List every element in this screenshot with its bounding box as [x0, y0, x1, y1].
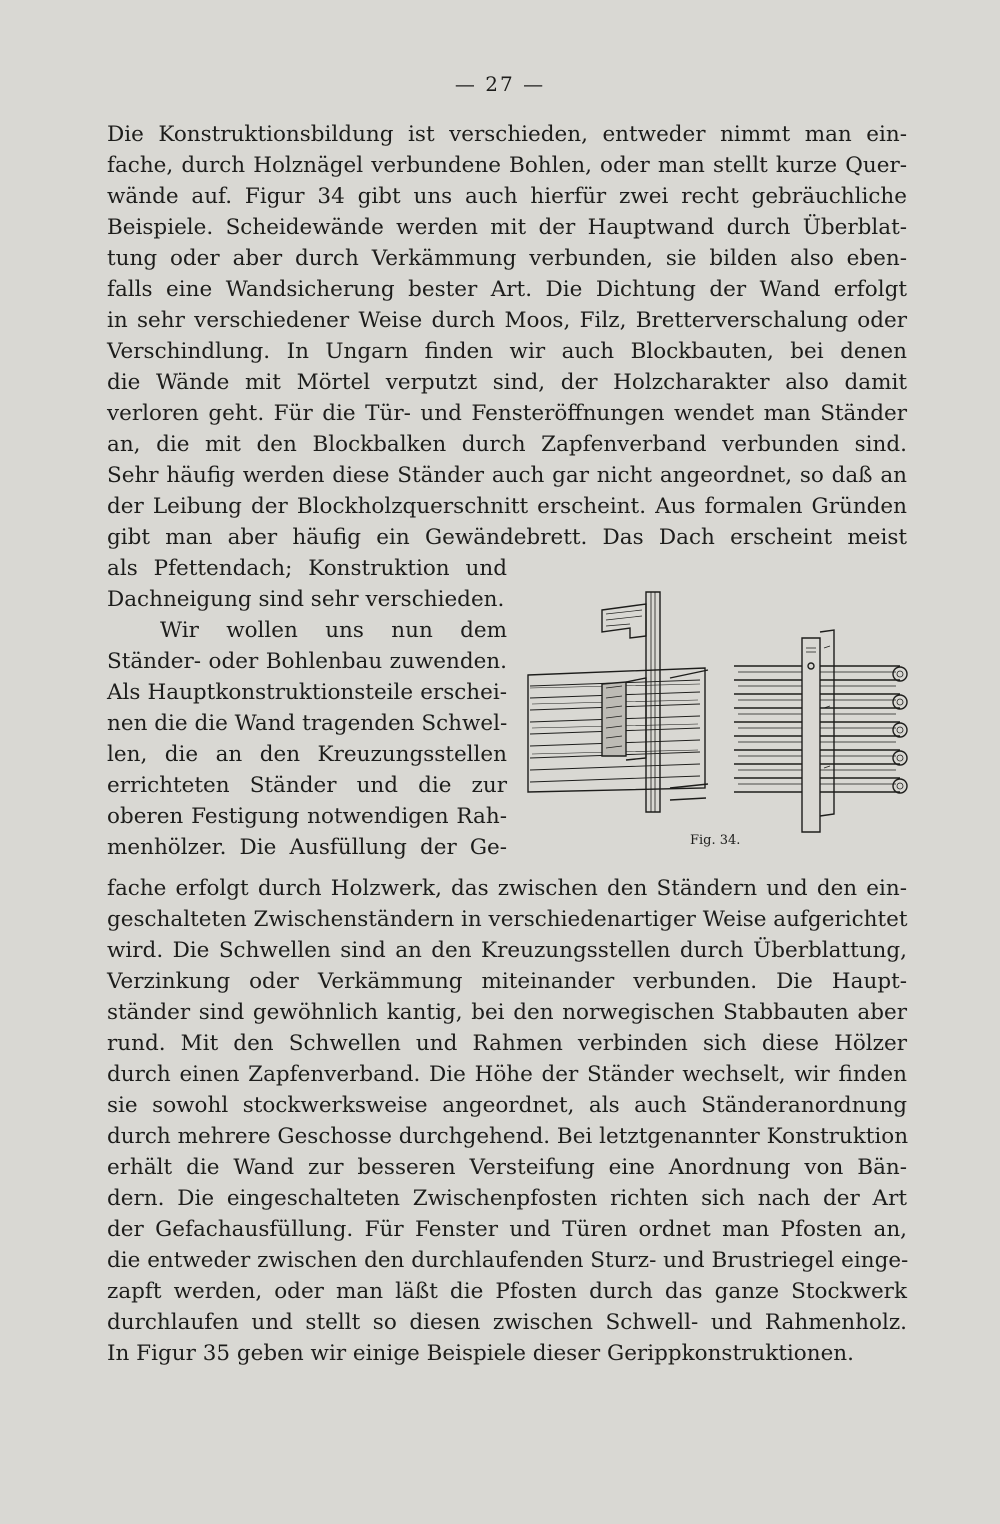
text-line: in sehr verschiedener Weise durch Moos, Filz, Bretterverschalung oder	[107, 308, 907, 333]
text-line: Sehr häufig werden diese Ständer auch gar nicht angeordnet, so daß an	[107, 463, 907, 488]
text-line: nen die die Wand tragenden Schwel-	[107, 711, 508, 736]
text-line: Ständer- oder Bohlenbau zuwenden.	[107, 649, 507, 674]
text-line: durchlaufen und stellt so diesen zwischen Schwell- und Rahmenholz.	[107, 1310, 907, 1335]
text-line: als Pfettendach; Konstruktion und	[107, 556, 507, 581]
right-joint-drawing	[734, 630, 907, 832]
text-line: gibt man aber häufig ein Gewändebrett. Das Dach erscheint meist	[107, 525, 907, 550]
figure-34-illustration	[520, 588, 920, 858]
text-line: errichteten Ständer und die zur	[107, 773, 507, 798]
text-line: Verzinkung oder Verkämmung miteinander verbunden. Die Haupt-	[107, 969, 907, 994]
text-line: fache erfolgt durch Holzwerk, das zwischen den Ständern und den ein-	[107, 876, 907, 901]
text-line: die entweder zwischen den durchlaufenden Sturz- und Brustriegel einge-	[107, 1248, 909, 1273]
text-line: dern. Die eingeschalteten Zwischenpfosten richten sich nach der Art	[107, 1186, 907, 1211]
text-line: durch mehrere Geschosse durchgehend. Bei letztgenannter Konstruktion	[107, 1124, 909, 1149]
page-number: — 27 —	[454, 72, 546, 96]
text-line: erhält die Wand zur besseren Versteifung eine Anordnung von Bän-	[107, 1155, 907, 1180]
text-line: die Wände mit Mörtel verputzt sind, der Holzcharakter also damit	[107, 370, 907, 395]
text-line: oberen Festigung notwendigen Rah-	[107, 804, 507, 829]
text-line: menhölzer. Die Ausfüllung der Ge-	[107, 835, 507, 860]
text-line: In Figur 35 geben wir einige Beispiele dieser Gerippkonstruktionen.	[107, 1341, 854, 1366]
text-line: Dachneigung sind sehr verschieden.	[107, 587, 505, 612]
text-line: wird. Die Schwellen sind an den Kreuzungsstellen durch Überblattung,	[107, 938, 907, 963]
text-line: Als Hauptkonstruktionsteile erschei-	[107, 680, 507, 705]
text-line: zapft werden, oder man läßt die Pfosten durch das ganze Stockwerk	[107, 1279, 907, 1304]
text-line: geschalteten Zwischenständern in verschiedenartiger Weise aufgerichtet	[107, 907, 908, 932]
text-line: Die Konstruktionsbildung ist verschieden, entweder nimmt man ein-	[107, 122, 907, 147]
text-line: Wir wollen uns nun dem	[160, 618, 507, 643]
text-line: durch einen Zapfenverband. Die Höhe der Ständer wechselt, wir finden	[107, 1062, 907, 1087]
text-line: an, die mit den Blockbalken durch Zapfenverband verbunden sind.	[107, 432, 907, 457]
text-line: falls eine Wandsicherung bester Art. Die Dichtung der Wand erfolgt	[107, 277, 907, 302]
text-line: tung oder aber durch Verkämmung verbunden, sie bilden also eben-	[107, 246, 907, 271]
figure-caption: Fig. 34.	[690, 833, 741, 848]
text-line: len, die an den Kreuzungsstellen	[107, 742, 507, 767]
text-line: Verschindlung. In Ungarn finden wir auch Blockbauten, bei denen	[107, 339, 907, 364]
text-line: wände auf. Figur 34 gibt uns auch hierfür zwei recht gebräuchliche	[107, 184, 907, 209]
text-line: Beispiele. Scheidewände werden mit der Hauptwand durch Überblat-	[107, 215, 907, 240]
text-line: der Gefachausfüllung. Für Fenster und Türen ordnet man Pfosten an,	[107, 1217, 907, 1242]
text-line: verloren geht. Für die Tür- und Fensteröffnungen wendet man Ständer	[107, 401, 907, 426]
text-line: fache, durch Holznägel verbundene Bohlen, oder man stellt kurze Quer-	[107, 153, 907, 178]
text-line: ständer sind gewöhnlich kantig, bei den norwegischen Stabbauten aber	[107, 1000, 907, 1025]
text-line: rund. Mit den Schwellen und Rahmen verbinden sich diese Hölzer	[107, 1031, 907, 1056]
text-line: sie sowohl stockwerksweise angeordnet, als auch Ständeranordnung	[107, 1093, 907, 1118]
text-line: der Leibung der Blockholzquerschnitt erscheint. Aus formalen Gründen	[107, 494, 907, 519]
left-joint-drawing	[528, 592, 708, 812]
